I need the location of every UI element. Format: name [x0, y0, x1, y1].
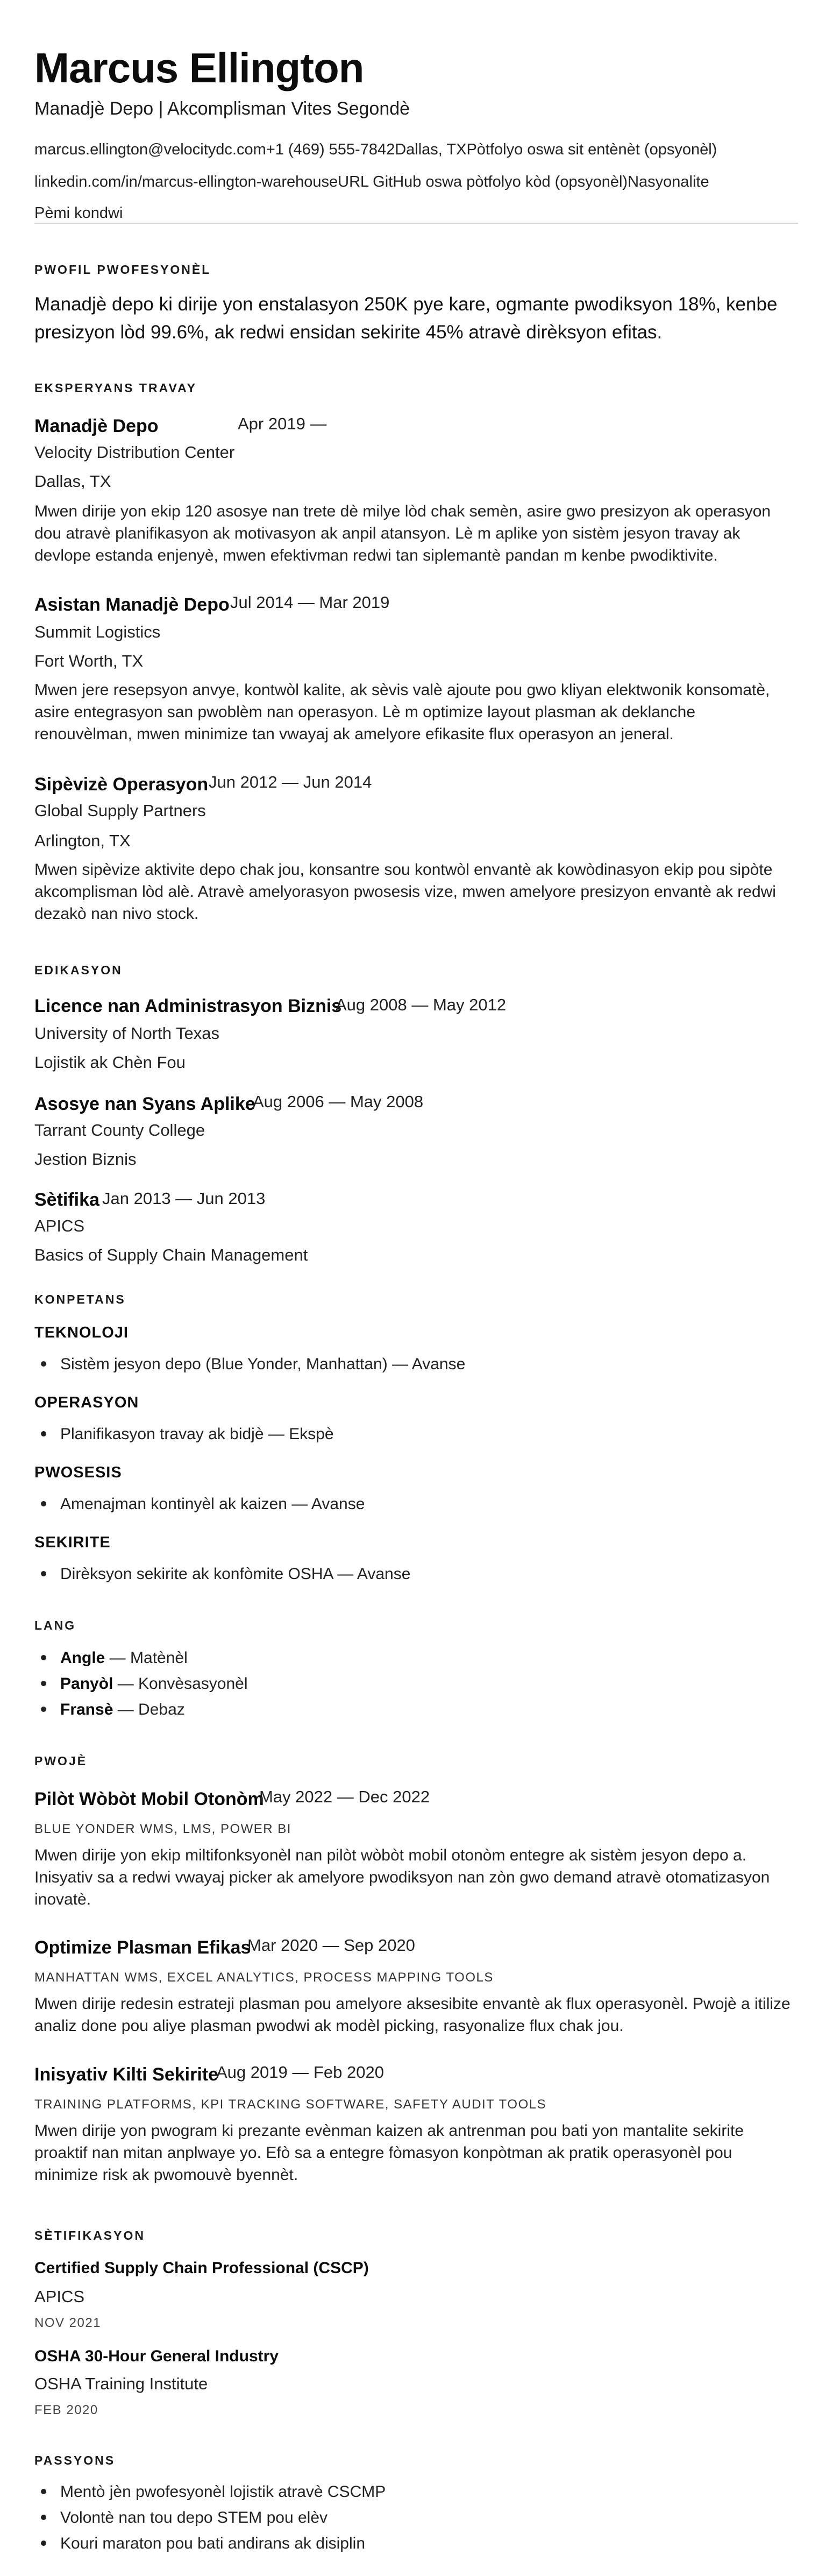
skill-category: TEKNOLOJI — [34, 1324, 129, 1341]
project-tech: MANHATTAN WMS, EXCEL ANALYTICS, PROCESS MAPPING TOOLS — [34, 1970, 494, 1985]
education-field: Jestion Biznis — [34, 1150, 137, 1169]
experience-company: Summit Logistics — [34, 622, 161, 641]
skill-category: PWOSESIS — [34, 1464, 122, 1481]
experience-dates: Jul 2014 — Mar 2019 — [230, 593, 390, 612]
bullet-icon — [41, 1361, 46, 1367]
project-tech: BLUE YONDER WMS, LMS, POWER BI — [34, 1822, 291, 1836]
section-title-education: EDIKASYON — [34, 963, 123, 977]
interest-item: Volontè nan tou depo STEM pou elèv — [34, 2507, 327, 2529]
contact-line-2 — [34, 171, 709, 193]
project-name: Inisyativ Kilti Sekirite — [34, 2064, 219, 2085]
experience-company: Global Supply Partners — [34, 801, 206, 820]
section-title-profile: PWOFIL PWOFESYONÈL — [34, 263, 211, 277]
experience-description: Mwen sipèvize aktivite depo chak jou, konsantre sou kontwòl envantè ak kowòdinasyon ekip pou sipòte akcomplisman lòd alè. Atravè amelyorasyon pwosesis vize, mwen amelyore presizyon envantè ak redwi dezakò nan nivo stock. — [34, 861, 776, 923]
interest-item: Mentò jèn pwofesyonèl lojistik atravè CSCMP — [34, 2481, 386, 2503]
bullet-icon — [41, 2540, 46, 2546]
contact-nationality: Nasyonalite — [628, 173, 709, 190]
candidate-headline: Manadjè Depo | Akcomplisman Vites Segondè — [34, 98, 410, 119]
project-dates: Mar 2020 — Sep 2020 — [247, 1936, 415, 1955]
bullet-icon — [41, 1681, 46, 1686]
education-dates: Aug 2008 — May 2012 — [336, 995, 507, 1014]
experience-role: Asistan Manadjè Depo — [34, 595, 230, 615]
project-name: Pilòt Wòbòt Mobil Otonòm — [34, 1789, 264, 1809]
skill-category: SEKIRITE — [34, 1534, 111, 1551]
project-description: Mwen dirije yon ekip miltifonksyonèl nan pilòt wòbòt mobil otonòm entegre ak sistèm jesyon depo a. Inisyativ sa a redwi vwayaj picker ak amelyore pwodiksyon nan zòn gwo demand atravè otomatizasyon inovatè. — [34, 1846, 770, 1908]
education-degree: Licence nan Administrasyon Biznis — [34, 996, 342, 1016]
education-school: University of North Texas — [34, 1024, 219, 1043]
certification-date: NOV 2021 — [34, 2316, 102, 2330]
experience-role: Sipèvizè Operasyon — [34, 774, 209, 795]
candidate-name: Marcus Ellington — [34, 44, 364, 91]
bullet-icon — [41, 1431, 46, 1436]
project-name: Optimize Plasman Efikas — [34, 1937, 251, 1958]
experience-description: Mwen dirije yon ekip 120 asosye nan trete dè milye lòd chak semèn, asire gwo presizyon ak operasyon dou atravè planifikasyon ak motivasyon ak anpil atansyon. Lè m aplike yon sistèm jesyon travay ak devlope estanda enjenyè, mwen efektivman redwi tan siplemantè pandan m kenbe pwodiktivite. — [34, 503, 771, 564]
experience-dates: Jun 2012 — Jun 2014 — [209, 773, 372, 791]
bullet-icon — [41, 2515, 46, 2520]
certification-name: OSHA 30-Hour General Industry — [34, 2347, 279, 2365]
profile-summary: Manadjè depo ki dirije yon enstalasyon 250K pye kare, ogmante pwodiksyon 18%, kenbe presizyon lòd 99.6%, ak redwi ensidan sekirite 45% atravè dirèksyon efitas. — [34, 294, 778, 343]
language-item: Fransè — Debaz — [34, 1699, 185, 1721]
project-description: Mwen dirije redesin estrateji plasman pou amelyore aksesibite envantè ak flux operasyonèl. Pwojè a itilize analiz done pou aliye plasman pwodwi ak modèl picking, rasyonalize flux chak jou. — [34, 1995, 791, 2035]
education-degree: Asosye nan Syans Aplike — [34, 1094, 255, 1114]
section-title-projects: PWOJÈ — [34, 1754, 88, 1768]
language-item: Angle — Matènèl — [34, 1647, 188, 1669]
certification-name: Certified Supply Chain Professional (CSCP) — [34, 2259, 369, 2277]
certification-date: FEB 2020 — [34, 2403, 98, 2417]
skill-category: OPERASYON — [34, 1394, 139, 1411]
skill-item: Amenajman kontinyèl ak kaizen — Avanse — [34, 1494, 365, 1515]
skill-item: Dirèksyon sekirite ak konfòmite OSHA — Avanse — [34, 1563, 410, 1585]
education-field: Lojistik ak Chèn Fou — [34, 1053, 186, 1072]
project-tech: TRAINING PLATFORMS, KPI TRACKING SOFTWARE, SAFETY AUDIT TOOLS — [34, 2097, 547, 2112]
experience-dates: Apr 2019 — — [238, 414, 327, 433]
section-title-languages: LANG — [34, 1618, 76, 1632]
skill-item: Planifikasyon travay ak bidjè — Ekspè — [34, 1424, 334, 1445]
interest-item: Kouri maraton pou bati andirans ak disiplin — [34, 2533, 365, 2554]
contact-portfolio[interactable]: Pòtfolyo oswa sit entènèt (opsyonèl) — [466, 141, 717, 158]
section-title-experience: EKSPERYANS TRAVAY — [34, 381, 197, 395]
bullet-icon — [41, 1655, 46, 1660]
education-school: Tarrant County College — [34, 1121, 205, 1140]
experience-location: Dallas, TX — [34, 472, 111, 491]
bullet-icon — [41, 1501, 46, 1506]
project-description: Mwen dirije yon pwogram ki prezante evènman kaizen ak antrenman pou bati yon mantalite sekirite proaktif nan mitan anplwaye yo. Efò sa a entegre fòmasyon konpòtman ak pratik operasyonèl pou minimize risk ak pwomouvè byennèt. — [34, 2122, 744, 2184]
bullet-icon — [41, 2489, 46, 2494]
experience-description: Mwen jere resepsyon anvye, kontwòl kalite, ak sèvis valè ajoute pou gwo kliyan elektwonik konsomatè, asire entegrasyon san pwoblèm nan operasyon. Lè m optimize layout plasman ak deklanche renouvèlman, mwen minimize tan vwayaj ak amelyore efikasite flux operasyon an jeneral. — [34, 681, 770, 743]
education-dates: Jan 2013 — Jun 2013 — [102, 1189, 266, 1208]
project-dates: May 2022 — Dec 2022 — [259, 1787, 430, 1806]
project-dates: Aug 2019 — Feb 2020 — [216, 2063, 384, 2082]
language-item: Panyòl — Konvèsasyonèl — [34, 1673, 248, 1695]
contact-email[interactable]: marcus.ellington@velocitydc.com — [34, 141, 266, 158]
skill-item: Sistèm jesyon depo (Blue Yonder, Manhattan) — Avanse — [34, 1354, 465, 1375]
education-degree: Sètifika — [34, 1190, 99, 1210]
experience-company: Velocity Distribution Center — [34, 443, 235, 462]
bullet-icon — [41, 1707, 46, 1712]
contact-license: Pèmi kondwi — [34, 204, 123, 222]
certification-issuer: APICS — [34, 2287, 85, 2306]
experience-location: Fort Worth, TX — [34, 652, 144, 670]
experience-role: Manadjè Depo — [34, 416, 159, 436]
certification-issuer: OSHA Training Institute — [34, 2374, 208, 2393]
contact-phone[interactable]: +1 (469) 555-7842 — [266, 141, 395, 158]
section-title-certifications: SÈTIFIKASYON — [34, 2228, 145, 2242]
header-divider — [34, 223, 798, 224]
education-school: APICS — [34, 1216, 85, 1235]
contact-location: Dallas, TX — [395, 141, 467, 158]
section-title-skills: KONPETANS — [34, 1292, 126, 1306]
education-dates: Aug 2006 — May 2008 — [253, 1092, 424, 1111]
education-field: Basics of Supply Chain Management — [34, 1245, 308, 1264]
contact-linkedin[interactable]: linkedin.com/in/marcus-ellington-warehouse — [34, 173, 338, 190]
experience-location: Arlington, TX — [34, 831, 131, 850]
contact-github[interactable]: URL GitHub oswa pòtfolyo kòd (opsyonèl) — [338, 173, 628, 190]
bullet-icon — [41, 1571, 46, 1576]
section-title-interests: PASSYONS — [34, 2453, 116, 2467]
contact-line-1 — [34, 139, 717, 160]
